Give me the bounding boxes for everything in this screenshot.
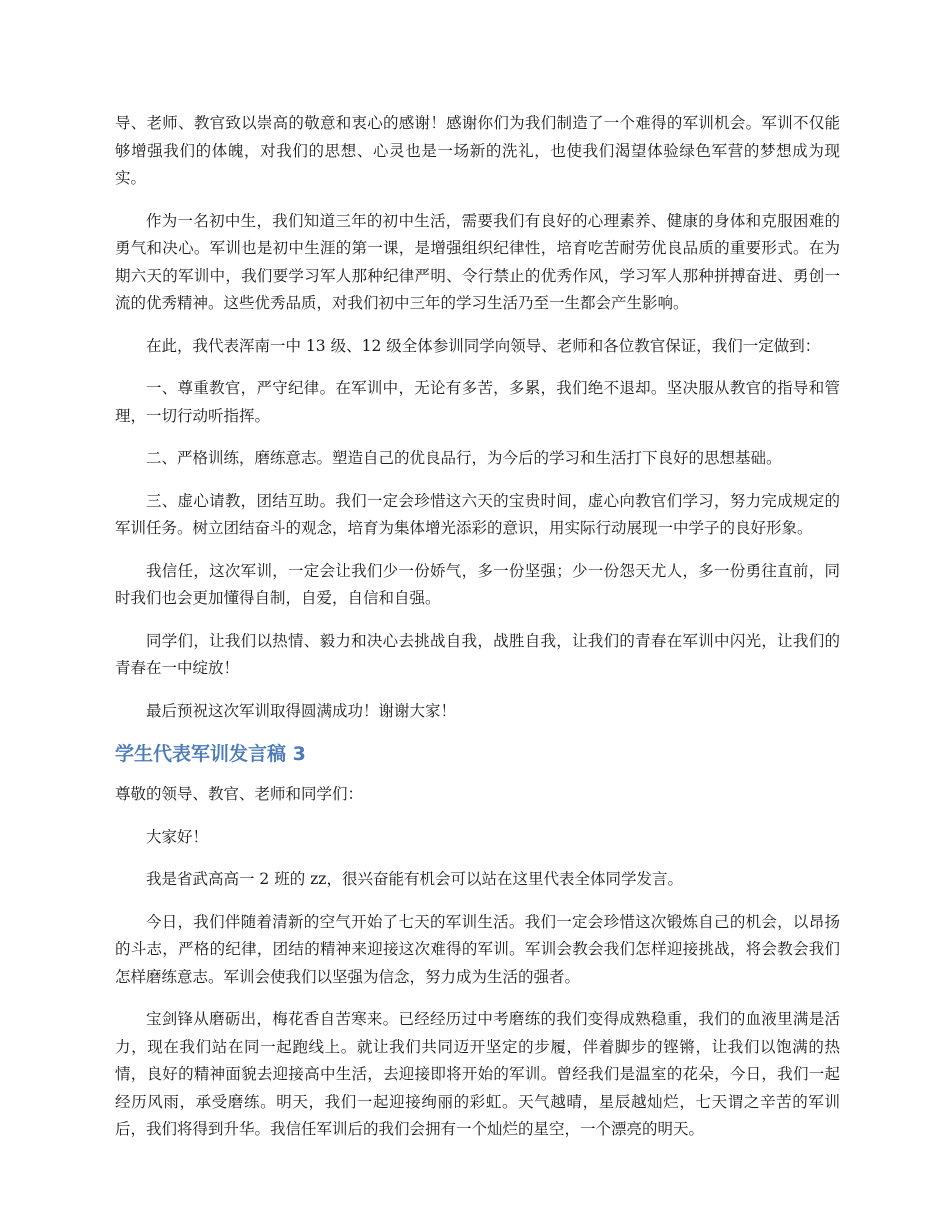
pledge-item-1: 一、尊重教官，严守纪律。在军训中，无论有多苦，多累，我们绝不退却。坚决服从教官的指导和管理，一切行动听指挥。 [115, 379, 840, 425]
paragraph: 作为一名初中生，我们知道三年的初中生活，需要我们有良好的心理素养、健康的身体和克服困难的勇气和决心。军训也是初中生涯的第一课，是增强组织纪律性，培育吃苦耐劳优良品质的重要形式。在为期六天的军训中，我们要学习军人那种纪律严明、令行禁止的优秀作风，学习军人那种拼搏奋进、勇创一流的优秀精神。这些优秀品质，对我们初中三年的学习生活乃至一生都会产生影响。 [115, 211, 840, 312]
document-page [115, 110, 840, 1159]
greeting: 大家好！ [146, 827, 209, 846]
paragraph: 宝剑锋从磨砺出，梅花香自苦寒来。已经经历过中考磨练的我们变得成熟稳重，我们的血液里满是活力，现在我们站在同一起跑线上。就让我们共同迈开坚定的步履，伴着脚步的铿锵，让我们以饱满的热情，良好的精神面貌去迎接高中生活，去迎接即将开始的军训。曾经我们是温室的花朵，今日，我们一起经历风雨，承受磨练。明天，我们一起迎接绚丽的彩虹。天气越晴，星辰越灿烂，七天谓之辛苦的军训后，我们将得到升华。我信任军训后的我们会拥有一个灿烂的星空，一个漂亮的明天。 [115, 1010, 840, 1138]
paragraph: 今日，我们伴随着清新的空气开始了七天的军训生活。我们一定会珍惜这次锻炼自己的机会，以昂扬的斗志，严格的纪律，团结的精神来迎接这次难得的军训。军训会教会我们怎样迎接挑战，将会教会我们怎样磨练意志。军训会使我们以坚强为信念，努力成为生活的强者。 [115, 912, 840, 986]
pledge-item-3: 三、虚心请教，团结互助。我们一定会珍惜这六天的宝贵时间，虚心向教官们学习，努力完成规定的军训任务。树立团结奋斗的观念，培育为集体增光添彩的意识，用实际行动展现一中学子的良好形象。 [115, 491, 840, 537]
salutation: 尊敬的领导、教官、老师和同学们： [115, 785, 364, 803]
paragraph: 同学们，让我们以热情、毅力和决心去挑战自我，战胜自我，让我们的青春在军训中闪光，让我们的青春在一中绽放！ [115, 631, 840, 677]
closing-line: 最后预祝这次军训取得圆满成功！谢谢大家！ [146, 701, 457, 720]
section-heading: 学生代表军训发言稿 3 [115, 743, 306, 765]
paragraph: 我信任，这次军训，一定会让我们少一份娇气，多一份坚强；少一份怨天尤人，多一份勇往直前，同时我们也会更加懂得自制，自爱，自信和自强。 [115, 561, 840, 607]
paragraph-continued: 导、老师、教官致以崇高的敬意和衷心的感谢！感谢你们为我们制造了一个难得的军训机会。军训不仅能够增强我们的体魄，对我们的思想、心灵也是一场新的洗礼，也使我们渴望体验绿色军营的梦想成为现实。 [115, 114, 840, 187]
pledge-item-2: 二、严格训练，磨练意志。塑造自己的优良品行，为今后的学习和生活打下良好的思想基础。 [146, 449, 782, 467]
paragraph: 我是省武高高一 2 班的 zz，很兴奋能有机会可以站在这里代表全体同学发言。 [146, 870, 683, 888]
paragraph: 在此，我代表浑南一中 13 级、12 级全体参训同学向领导、老师和各位教官保证，我们一定做到： [146, 336, 821, 355]
